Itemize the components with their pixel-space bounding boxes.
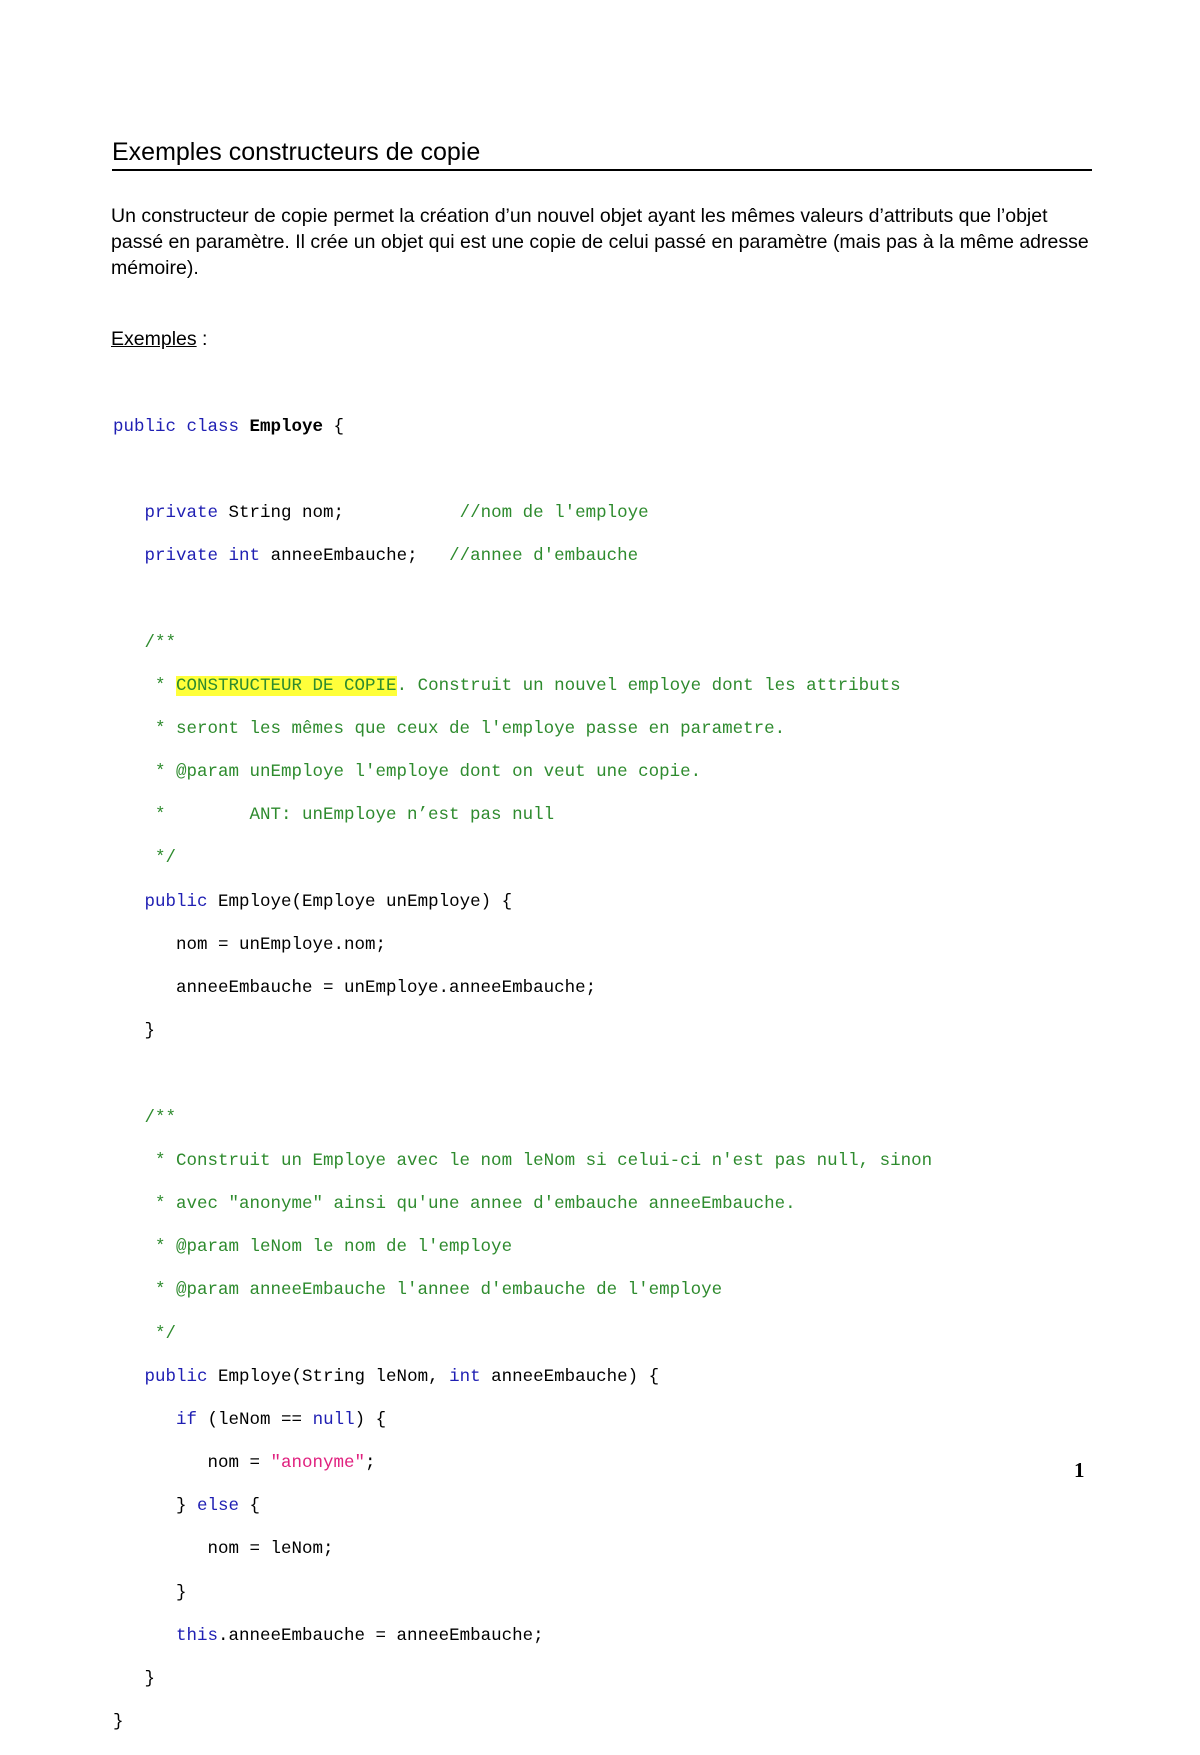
intro-paragraph: Un constructeur de copie permet la création d’un nouvel objet ayant les mêmes valeurs d’attributs que l’objet passé en paramètre. Il crée un objet qui est une copie de celui passé en paramètre (mais pas à la même adresse mémoire). bbox=[111, 205, 1089, 279]
page-title: Exemples constructeurs de copie bbox=[112, 136, 1092, 171]
class-name: Employe bbox=[249, 416, 324, 437]
code-line-blank bbox=[113, 1064, 932, 1086]
code-line-30: } bbox=[113, 1669, 156, 1690]
code-line-23: public Employe(String leNom, int anneeEmbauche) { bbox=[144, 1366, 660, 1387]
code-line-12: public Employe(Employe unEmploye) { bbox=[144, 891, 513, 912]
code-line-blank bbox=[113, 589, 932, 611]
code-line-3: private String nom; //nom de l'employe bbox=[144, 502, 649, 523]
examples-colon: : bbox=[196, 328, 208, 350]
code-line-14: anneeEmbauche = unEmploye.anneeEmbauche; bbox=[113, 978, 597, 999]
code-line-4: private int anneeEmbauche; //annee d'embauche bbox=[144, 546, 639, 567]
code-line-10: * ANT: unEmploye n’est pas null bbox=[113, 805, 555, 826]
code-line-21: * @param anneeEmbauche l'annee d'embauche de l'employe bbox=[113, 1280, 723, 1301]
examples-heading bbox=[111, 326, 207, 352]
code-line-19: * avec "anonyme" ainsi qu'une annee d'embauche anneeEmbauche. bbox=[113, 1193, 796, 1214]
code-line-13: nom = unEmploye.nom; bbox=[113, 934, 387, 955]
code-line-8: * seront les mêmes que ceux de l'employe passe en parametre. bbox=[113, 718, 786, 739]
code-line-18: * Construit un Employe avec le nom leNom si celui-ci n'est pas null, sinon bbox=[113, 1150, 933, 1171]
code-line-6: /** bbox=[113, 632, 177, 653]
code-line-7: * CONSTRUCTEUR DE COPIE. Construit un nouvel employe dont les attributs bbox=[113, 675, 901, 696]
code-line-27: nom = leNom; bbox=[113, 1539, 334, 1560]
code-line-15: } bbox=[113, 1021, 156, 1042]
code-block bbox=[113, 395, 932, 1755]
code-line-9: * @param unEmploye l'employe dont on veut une copie. bbox=[113, 762, 702, 783]
code-line-1: public class Employe { bbox=[113, 416, 345, 437]
highlighted-text: CONSTRUCTEUR DE COPIE bbox=[176, 675, 397, 696]
code-line-11: */ bbox=[113, 848, 177, 869]
examples-label: Exemples bbox=[111, 328, 197, 350]
code-line-28: } bbox=[113, 1582, 187, 1603]
code-line-22: */ bbox=[113, 1323, 177, 1344]
code-line-26: } else { bbox=[113, 1496, 261, 1517]
code-line-25: nom = "anonyme"; bbox=[113, 1453, 376, 1474]
page-number: 1 bbox=[1074, 1458, 1085, 1482]
code-line-24: if (leNom == null) { bbox=[176, 1409, 387, 1430]
code-line-31: } bbox=[113, 1712, 124, 1733]
code-line-blank bbox=[113, 460, 932, 482]
code-line-29: this.anneeEmbauche = anneeEmbauche; bbox=[176, 1625, 544, 1646]
code-line-17: /** bbox=[113, 1107, 177, 1128]
code-line-20: * @param leNom le nom de l'employe bbox=[113, 1237, 513, 1258]
